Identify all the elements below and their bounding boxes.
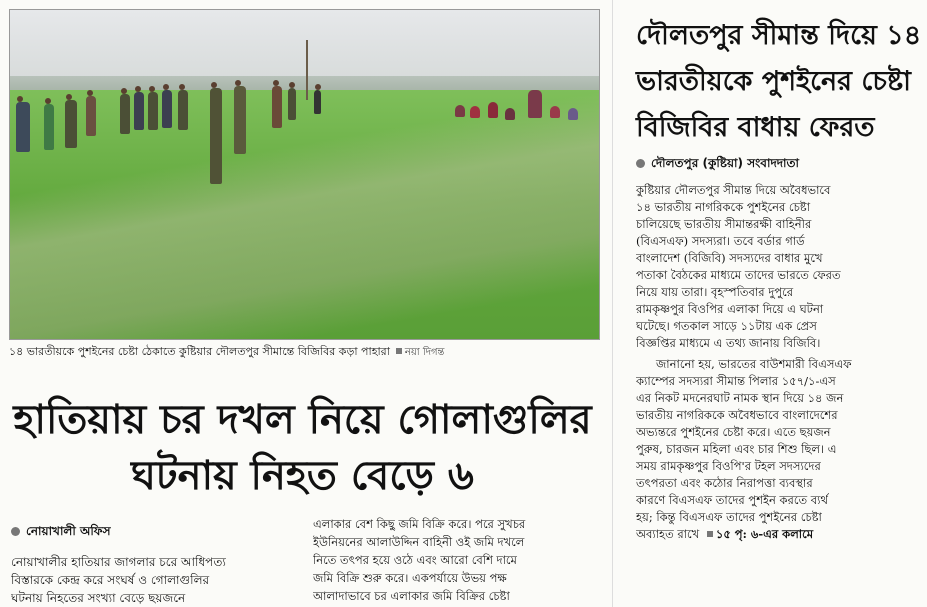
photo-person (65, 100, 77, 148)
text-line: চালিয়েছে ভারতীয় সীমান্তরক্ষী বাহিনীর (636, 217, 812, 231)
text-line: ভারতীয় নাগরিককে অবৈধভাবে বাংলাদেশের (636, 408, 838, 422)
photo-seated-person (568, 108, 578, 120)
text-line: এর নিকট মদনেরঘাট নামক স্থান দিয়ে ১৪ জন (636, 391, 844, 405)
text-line: আলাদাভাবে চর এলাকার জমি বিক্রির চেষ্টা (313, 589, 510, 603)
headline-line: বিজিবির বাধায় ফেরত (636, 112, 875, 143)
photo-person (234, 86, 246, 154)
text-line-last (636, 526, 920, 543)
right-paragraph-1 (636, 182, 920, 352)
text-line: রামকৃষ্ণপুর বিওপির এলাকা দিয়ে এ ঘটনা (636, 302, 824, 316)
photo-seated-person (488, 102, 498, 118)
photo-seated-person (550, 106, 560, 118)
text-line: নিতে তৎপর হয়ে ওঠে এবং আরো বেশি দামে (313, 553, 517, 567)
photo-person (44, 104, 54, 150)
square-bullet-icon (396, 348, 402, 354)
photo-person (148, 92, 158, 130)
text-line: বাংলাদেশ (বিজিবি) সদস্যদের বাধার মুখে (636, 251, 823, 265)
text-line: তৎপরতা এবং কঠোর নিরাপত্তা ব্যবস্থার (636, 476, 813, 490)
photo-person (134, 92, 144, 130)
headline-line: দৌলতপুর সীমান্ত দিয়ে ১৪ (636, 20, 922, 51)
photo-seated-person (528, 90, 542, 118)
continued-on-link[interactable]: ১৫ পৃ: ৬-এর কলামে (715, 527, 814, 541)
byline-text: দৌলতপুর (কুষ্টিয়া) সংবাদদাতা (651, 156, 800, 170)
photo-person (210, 88, 222, 184)
photo-person (272, 86, 282, 128)
text-line: কারণে বিএসএফ তাদের পুশইন করতে ব্যর্থ (636, 493, 828, 507)
text-line: হয়; কিন্তু বিএসএফ তাদের পুশইনের চেষ্টা (636, 510, 822, 524)
text-line: পতাকা বৈঠকের মাধ্যমে তাদের ভারতে ফেরত (636, 268, 841, 282)
text-line: জমি বিক্রি শুরু করে। একপর্যায়ে উভয় পক্ষ (313, 571, 507, 585)
text-line: ইউনিয়নের আলাউদ্দিন বাহিনী ওই জমি দখলে (313, 535, 525, 549)
photo-person (178, 90, 188, 130)
text-line: এলাকার বেশ কিছু জমি বিক্রি করে। পরে সুখচর (313, 517, 526, 531)
left-column-2 (313, 515, 603, 605)
headline-line: হাতিয়ায় চর দখল নিয়ে গোলাগুলির (13, 396, 592, 443)
photo-seated-person (455, 105, 465, 117)
text-line: বিজ্ঞপ্তির মাধ্যমে এ তথ্য জানায় বিজিবি। (636, 336, 821, 350)
left-byline (11, 523, 111, 543)
bullet-icon (636, 159, 645, 168)
photo-person (314, 90, 321, 114)
text-line: ক্যাম্পের সদস্যরা সীমান্ত পিলার ১৫৭/১-এস (636, 374, 836, 388)
photo-path (10, 90, 599, 339)
photo-person (16, 102, 30, 152)
photo-seated-person (470, 106, 480, 118)
headline-line: ভারতীয়কে পুশইনের চেষ্টা (636, 66, 911, 97)
text-line: ১৪ ভারতীয় নাগরিককে পুশইনের চেষ্টা (636, 200, 811, 214)
left-column-1 (11, 553, 292, 607)
byline-text: নোয়াখালী অফিস (26, 524, 111, 538)
photo-person (162, 90, 172, 128)
column-rule (612, 0, 613, 607)
right-byline (636, 155, 799, 175)
bullet-icon (11, 527, 20, 536)
photo-person (288, 88, 296, 120)
photo-caption (9, 343, 599, 362)
right-headline (636, 13, 921, 151)
caption-text: ১৪ ভারতীয়কে পুশইনের চেষ্টা ঠেকাতে কুষ্টিয়ার দৌলতপুর সীমান্তে বিজিবির কড়া পাহারা (9, 345, 390, 358)
photo-pole (306, 40, 308, 100)
text-line: সময় রামকৃষ্ণপুর বিওপি'র টহল সদস্যদের (636, 459, 821, 473)
text-line: ঘটনায় নিহতের সংখ্যা বেড়ে ছয়জনে (11, 591, 186, 605)
text-line: জানানো হয়, ভারতের বাউশমারী বিএসএফ (656, 357, 852, 371)
text-line: কুষ্টিয়ার দৌলতপুর সীমান্ত দিয়ে অবৈধভাবে (636, 183, 831, 197)
photo-person (120, 94, 130, 134)
photo-seated-person (505, 108, 515, 120)
text-line: ঘটেছে। গতকাল সাড়ে ১১টায় এক প্রেস (636, 319, 817, 333)
left-headline (0, 392, 605, 504)
news-photo (9, 9, 600, 340)
text-line: নিয়ে যায় তারা। বৃহস্পতিবার দুপুরে (636, 285, 794, 299)
text-line: অভ্যন্তরে পুশইনের চেষ্টা করে। এতে ছয়জন (636, 425, 831, 439)
right-paragraph-2 (636, 356, 920, 543)
text-line: বিস্তারকে কেন্দ্র করে সংঘর্ষ ও গোলাগুলির (11, 573, 210, 587)
photo-credit: নয়া দিগন্ত (404, 347, 445, 358)
last-line-text: অব্যাহত রাখে (636, 527, 700, 541)
headline-line: ঘটনায় নিহত বেড়ে ৬ (131, 452, 474, 499)
text-line: (বিএসএফ) সদস্যরা। তবে বর্ডার গার্ড (636, 234, 805, 248)
square-bullet-icon (707, 531, 713, 537)
text-line: পুরুষ, চারজন মহিলা এবং চার শিশু ছিল। এ (636, 442, 837, 456)
text-line: নোয়াখালীর হাতিয়ার জাগলার চরে আধিপত্য (11, 555, 226, 569)
photo-person (86, 96, 96, 136)
